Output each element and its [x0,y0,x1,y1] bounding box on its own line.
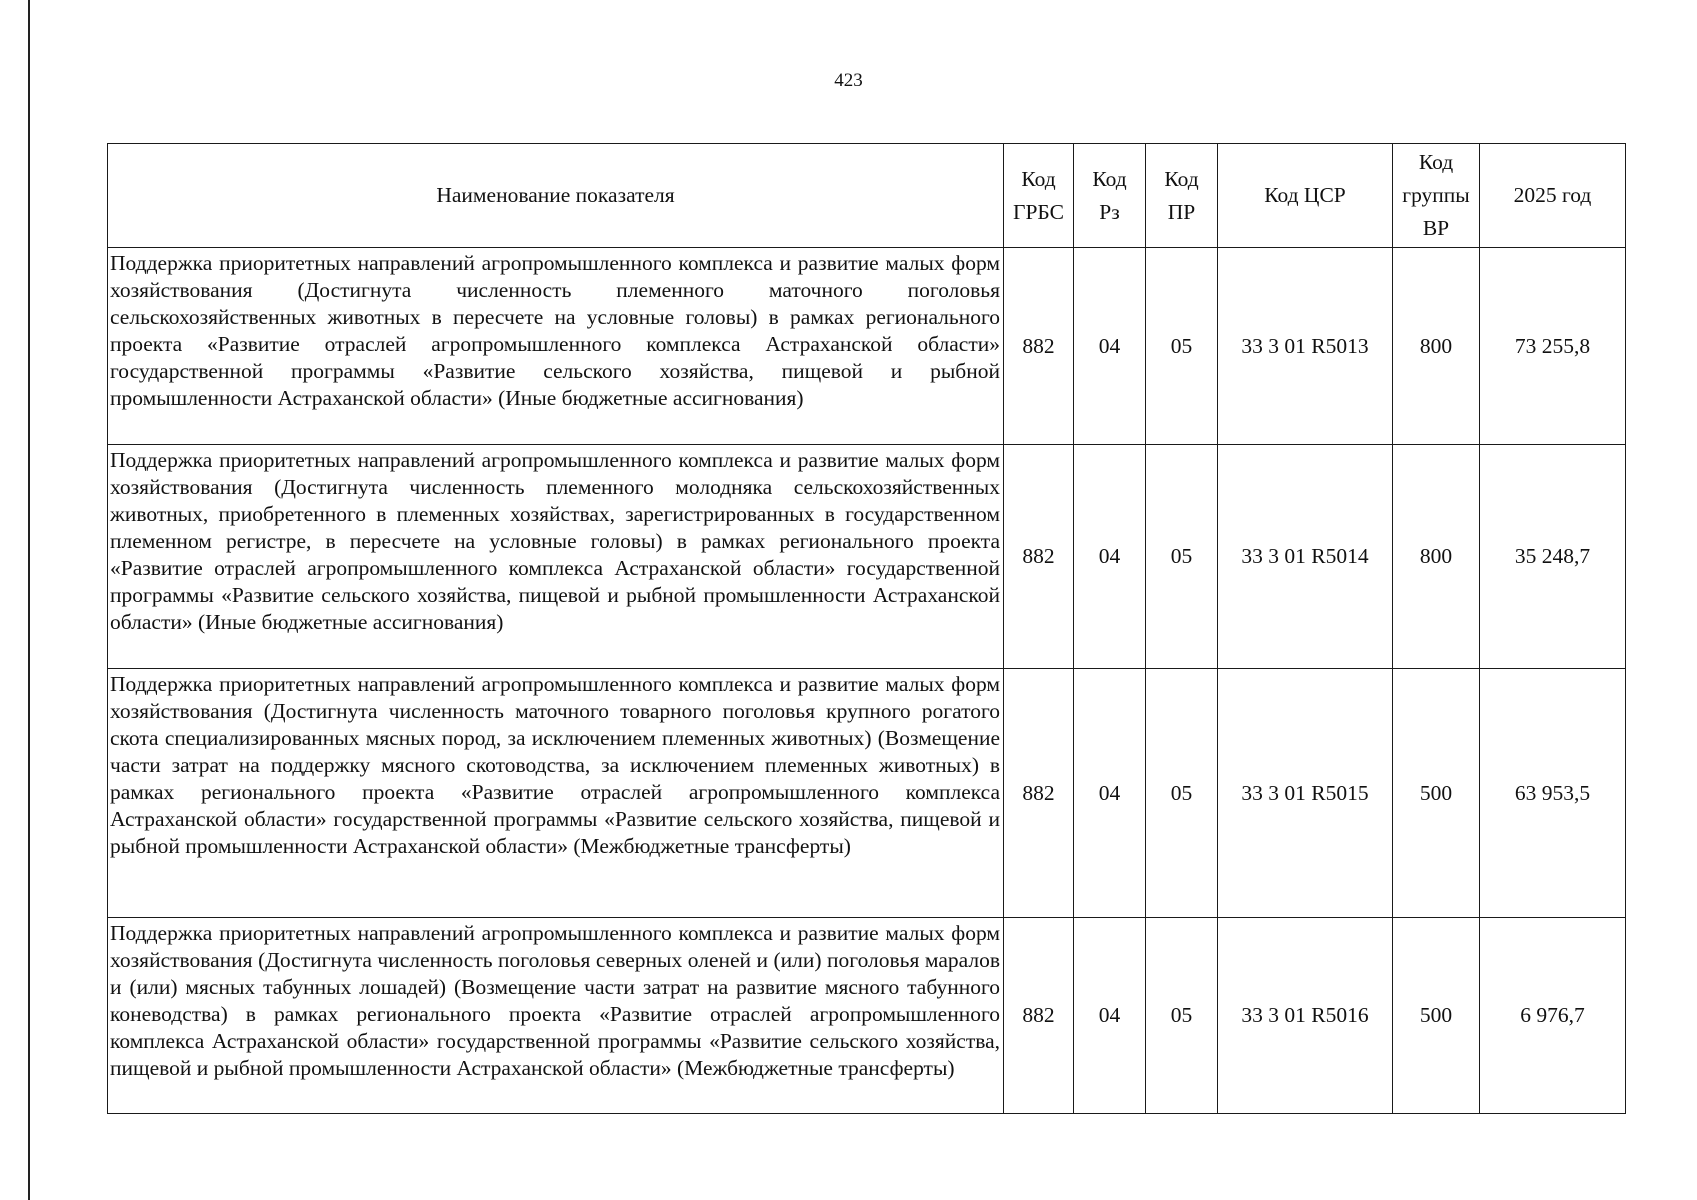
cell-indicator-name: Поддержка приоритетных направлений агропромышленного комплекса и развитие малых форм хозяйствования (Достигнута численность племенного маточного поголовья сельскохозяйственных животных в пересчете на условные головы) в рамках регионального проекта «Развитие отраслей агропромышленного комплекса Астраханской области» государственной программы «Развитие сельского хозяйства, пищевой и рыбной промышленности Астраханской области» (Иные бюджетные ассигнования) [108,248,1004,445]
cell-csr: 33 3 01 R5015 [1218,669,1393,918]
cell-pr: 05 [1146,445,1218,669]
header-indicator-name: Наименование показателя [108,144,1004,248]
cell-vr: 800 [1393,248,1480,445]
header-rz-line-1: Код [1092,166,1127,191]
cell-pr: 05 [1146,669,1218,918]
header-vr-line-3: ВР [1422,216,1450,240]
cell-grbs: 882 [1004,248,1074,445]
header-pr-code [1146,144,1218,248]
cell-amount-2025: 35 248,7 [1480,445,1626,669]
header-vr-line-2: группы [1402,183,1470,207]
cell-grbs: 882 [1004,669,1074,918]
header-grbs-line-2: ГРБС [1013,199,1064,224]
table-row [108,445,1626,669]
table-row [108,669,1626,918]
header-year-2025: 2025 год [1480,144,1626,248]
binding-margin-line [28,0,30,1200]
cell-grbs: 882 [1004,918,1074,1114]
table-header-row [108,144,1626,248]
cell-vr: 500 [1393,918,1480,1114]
cell-amount-2025: 73 255,8 [1480,248,1626,445]
cell-amount-2025: 63 953,5 [1480,669,1626,918]
cell-csr: 33 3 01 R5014 [1218,445,1393,669]
cell-indicator-name: Поддержка приоритетных направлений агропромышленного комплекса и развитие малых форм хозяйствования (Достигнута численность племенного молодняка сельскохозяйственных животных, приобретенного в племенных хозяйствах, зарегистрированных в государственном племенном регистре, в пересчете на условные головы) в рамках регионального проекта «Развитие отраслей агропромышленного комплекса Астраханской области» государственной программы «Развитие сельского хозяйства, пищевой и рыбной промышленности Астраханской области» (Иные бюджетные ассигнования) [108,445,1004,669]
cell-amount-2025: 6 976,7 [1480,918,1626,1114]
table-row [108,248,1626,445]
cell-pr: 05 [1146,918,1218,1114]
header-grbs-line-1: Код [1021,166,1056,191]
header-grbs-code [1004,144,1074,248]
cell-rz: 04 [1074,248,1146,445]
cell-rz: 04 [1074,918,1146,1114]
header-rz-code [1074,144,1146,248]
cell-vr: 500 [1393,669,1480,918]
cell-rz: 04 [1074,445,1146,669]
cell-vr: 800 [1393,445,1480,669]
header-vr-line-1: Код [1418,150,1454,174]
page-number: 423 [834,70,863,91]
header-rz-line-2: Рз [1099,199,1120,224]
header-pr-line-1: Код [1164,166,1199,191]
cell-indicator-name: Поддержка приоритетных направлений агропромышленного комплекса и развитие малых форм хозяйствования (Достигнута численность маточного товарного поголовья крупного рогатого скота специализированных мясных пород, за исключением племенных животных) (Возмещение части затрат на поддержку мясного скотоводства, за исключением племенных животных) в рамках регионального проекта «Развитие отраслей агропромышленного комплекса Астраханской области» государственной программы «Развитие сельского хозяйства, пищевой и рыбной промышленности Астраханской области» (Межбюджетные трансферты) [108,669,1004,918]
cell-csr: 33 3 01 R5016 [1218,918,1393,1114]
budget-allocation-table [107,143,1626,1114]
header-pr-line-2: ПР [1167,199,1196,224]
cell-rz: 04 [1074,669,1146,918]
cell-csr: 33 3 01 R5013 [1218,248,1393,445]
cell-indicator-name: Поддержка приоритетных направлений агропромышленного комплекса и развитие малых форм хозяйствования (Достигнута численность поголовья северных оленей и (или) поголовья маралов и (или) мясных табунных лошадей) (Возмещение части затрат на развитие мясного табунного коневодства) в рамках регионального проекта «Развитие отраслей агропромышленного комплекса Астраханской области» государственной программы «Развитие сельского хозяйства, пищевой и рыбной промышленности Астраханской области» (Межбюджетные трансферты) [108,918,1004,1114]
cell-grbs: 882 [1004,445,1074,669]
header-vr-group-code [1393,144,1480,248]
header-csr-code: Код ЦСР [1218,144,1393,248]
cell-pr: 05 [1146,248,1218,445]
table-row [108,918,1626,1114]
